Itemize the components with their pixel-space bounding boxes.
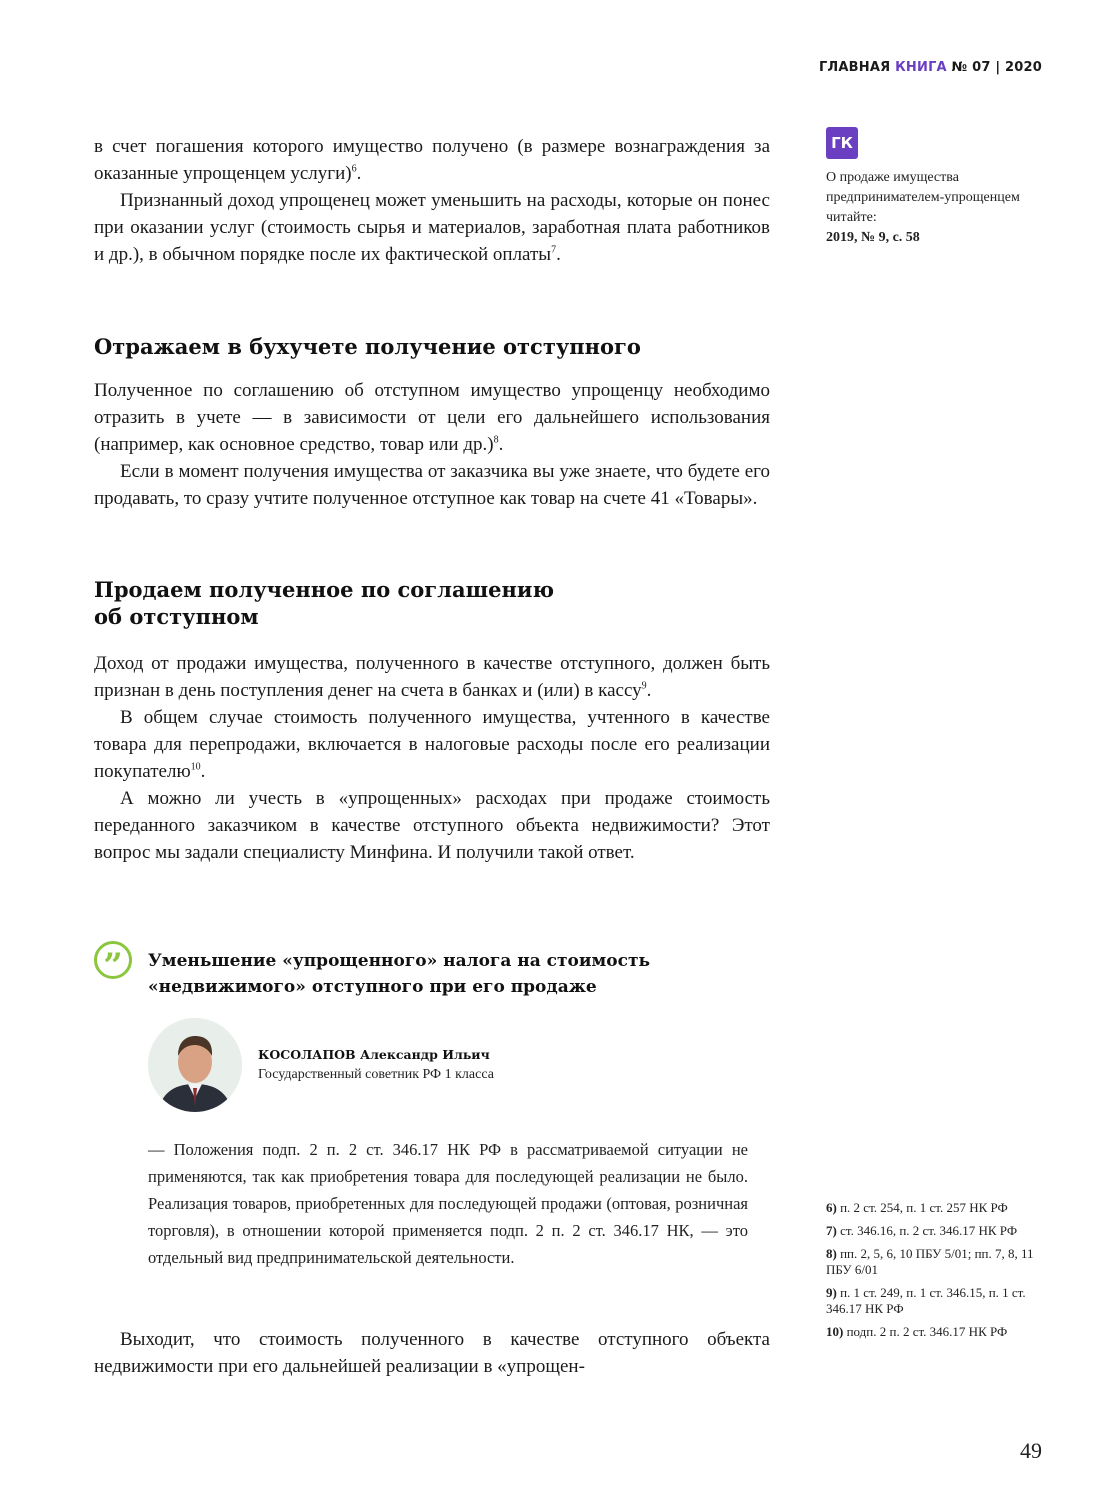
magazine-header [819, 60, 1042, 75]
footnote: 9) п. 1 ст. 249, п. 1 ст. 346.15, п. 1 ст. 346.17 НК РФ [826, 1285, 1026, 1316]
quote-icon: ” [94, 941, 132, 979]
issue-number: № 07 | 2020 [951, 60, 1042, 75]
paragraph: Признанный доход упрощенец может уменьшить на расходы, которые он понес при оказании услуг (стоимость сырья и материалов, заработная плата работников и др.), в обычном порядке после их фактической оплаты$^7$. [94, 190, 770, 265]
closing-text [94, 1326, 770, 1380]
expert-name: КОСОЛАПОВ Александр Ильич [258, 1047, 490, 1062]
brand-name: ГЛАВНАЯ [818, 60, 891, 75]
section-heading: Отражаем в бухучете получение отступного [94, 334, 641, 359]
section-heading: Продаем полученное по соглашению об отступном [94, 577, 554, 629]
section-2-text [94, 650, 770, 866]
sidebar-note-reference[interactable]: 2019, № 9, с. 58 [826, 230, 920, 245]
expert-photo-icon [148, 1018, 242, 1112]
paragraph: Выходит, что стоимость полученного в качестве отступного объекта недвижимости при его дальнейшей реализации в «упрощен- [94, 1329, 770, 1377]
gk-logo-icon: ГК [826, 127, 858, 159]
intro-text [94, 133, 770, 268]
footnotes [826, 1200, 1048, 1347]
section-1-text [94, 377, 770, 512]
footnote: 7) ст. 346.16, п. 2 ст. 346.17 НК РФ [826, 1223, 1018, 1238]
paragraph: Доход от продажи имущества, полученного в качестве отступного, должен быть признан в день поступления денег на счета в банках и (или) в кассу$^9$. [94, 653, 770, 701]
footnote: 8) пп. 2, 5, 6, 10 ПБУ 5/01; пп. 7, 8, 11 ПБУ 6/01 [826, 1246, 1034, 1277]
expert-title: Государственный советник РФ 1 класса [258, 1067, 494, 1082]
brand-name-accent: КНИГА [895, 60, 947, 75]
page-number: 49 [1020, 1438, 1042, 1463]
quote-text: — Положения подп. 2 п. 2 ст. 346.17 НК РФ в рассматриваемой ситуации не применяются, так как приобретения товара для последующей реализации не было. Реализация товаров, приобретенных для последующей продажи (оптовая, розничная торговля), в отношении которой применяется подп. 2 п. 2 ст. 346.17 НК, — это отдельный вид предпринимательской деятельности. [148, 1140, 748, 1267]
paragraph: Если в момент получения имущества от заказчика вы уже знаете, что будете его продавать, то сразу учтите полученное отступное как товар на счете 41 «Товары». [94, 461, 770, 509]
paragraph: в счет погашения которого имущество получено (в размере вознаграждения за оказанные упрощенцем услуги)$^6$. [94, 136, 770, 184]
expert-avatar [148, 1018, 242, 1112]
quote-title: Уменьшение «упрощенного» налога на стоимость «недвижимого» отступного при его продаже [148, 951, 651, 997]
footnote: 6) п. 2 ст. 254, п. 1 ст. 257 НК РФ [826, 1200, 1008, 1215]
paragraph: Полученное по соглашению об отступном имущество упрощенцу необходимо отразить в учете — в зависимости от цели его дальнейшего использования (например, как основное средство, товар или др.)$^8$. [94, 380, 770, 455]
footnote: 10) подп. 2 п. 2 ст. 346.17 НК РФ [826, 1324, 1008, 1339]
sidebar-note-text: О продаже имущества предпринимателем-упрощенцем читайте: [826, 170, 1020, 225]
paragraph: В общем случае стоимость полученного имущества, учтенного в качестве товара для перепродажи, включается в налоговые расходы после его реализации покупателю$^{10}$. [94, 707, 770, 782]
paragraph: А можно ли учесть в «упрощенных» расходах при продаже стоимость переданного заказчиком в качестве отступного объекта недвижимости? Этот вопрос мы задали специалисту Минфина. И получили такой ответ. [94, 788, 770, 863]
sidebar-note [826, 168, 1046, 248]
